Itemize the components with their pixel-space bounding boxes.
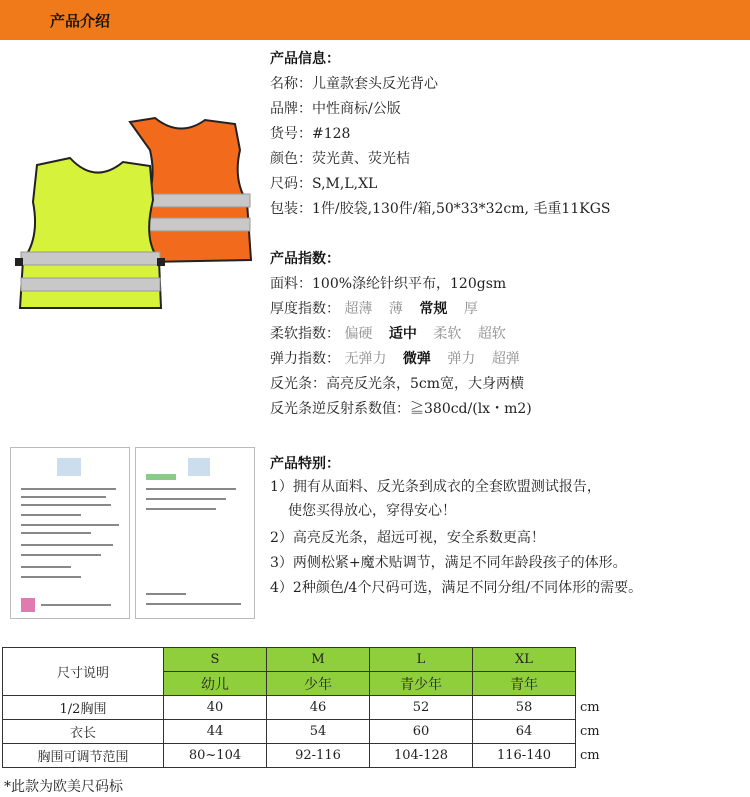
header-bar [0, 0, 750, 40]
index-retro: 反光条逆反射系数值：≧380cd/(lx・m2) [270, 401, 532, 417]
feature-4: 4）2种颜色/4个尺码可选，满足不同分组/不同体形的需要。 [270, 580, 643, 596]
softness-label: 柔软指数： [270, 326, 340, 342]
table-cell: 80~104 [164, 744, 267, 768]
size-l: L [370, 648, 473, 672]
features-title: 产品特别： [270, 456, 340, 472]
index-fabric: 面料：100%涤纶针织平布，120gsm [270, 276, 507, 292]
table-cell: 54 [267, 720, 370, 744]
softness-opt-4: 超软 [477, 326, 506, 342]
size-xl: XL [473, 648, 576, 672]
softness-row [270, 323, 506, 343]
table-cell: 40 [164, 696, 267, 720]
index-title: 产品指数： [270, 251, 340, 267]
elastic-opt-1: 无弹力 [344, 351, 387, 367]
yellow-vest [15, 158, 165, 308]
table-cell: 104-128 [370, 744, 473, 768]
size-table-header-label: 尺寸说明 [3, 648, 164, 696]
size-m: M [267, 648, 370, 672]
info-name: 名称：儿童款套头反光背心 [270, 76, 438, 92]
softness-opt-1: 偏硬 [344, 326, 373, 342]
size-s: S [164, 648, 267, 672]
table-cell: 52 [370, 696, 473, 720]
table-cell: 116-140 [473, 744, 576, 768]
row-label: 胸围可调节范围 [3, 744, 164, 768]
info-title: 产品信息： [270, 51, 340, 67]
info-packing: 包装：1件/胶袋,130件/箱,50*33*32cm, 毛重11KGS [270, 201, 611, 217]
age-m: 少年 [267, 672, 370, 696]
softness-opt-2: 适中 [388, 326, 417, 342]
row-label: 1/2胸围 [3, 696, 164, 720]
softness-opt-3: 柔软 [433, 326, 462, 342]
feature-2: 2）高亮反光条，超远可视，安全系数更高！ [270, 530, 545, 546]
thickness-opt-1: 超薄 [344, 301, 373, 317]
feature-3: 3）两侧松紧+魔术贴调节，满足不同年龄段孩子的体形。 [270, 555, 627, 571]
table-row [3, 696, 611, 720]
footnote: *此款为欧美尺码标 [4, 779, 123, 795]
vest-image [15, 110, 260, 325]
header-title: 产品介绍 [50, 12, 111, 30]
table-cell: 60 [370, 720, 473, 744]
age-s: 幼儿 [164, 672, 267, 696]
unit-label: cm [580, 724, 600, 739]
thickness-row [270, 298, 478, 318]
age-xl: 青年 [473, 672, 576, 696]
info-size: 尺码：S,M,L,XL [270, 176, 378, 192]
feature-1b: 使您买得放心，穿得安心！ [288, 503, 456, 519]
elastic-opt-2: 微弹 [402, 351, 431, 367]
row-label: 衣长 [3, 720, 164, 744]
unit-label: cm [580, 748, 600, 763]
age-l: 青少年 [370, 672, 473, 696]
feature-1: 1）拥有从面料、反光条到成衣的全套欧盟测试报告， [270, 479, 601, 495]
table-row [3, 744, 611, 768]
table-cell: 64 [473, 720, 576, 744]
table-row [3, 720, 611, 744]
certificate-image-2 [135, 447, 255, 619]
table-cell: 58 [473, 696, 576, 720]
thickness-opt-3: 常规 [419, 301, 448, 317]
table-cell: 46 [267, 696, 370, 720]
elastic-row [270, 348, 520, 368]
elastic-opt-4: 超弹 [491, 351, 520, 367]
elastic-opt-3: 弹力 [447, 351, 476, 367]
info-brand: 品牌：中性商标/公版 [270, 101, 401, 117]
thickness-opt-4: 厚 [463, 301, 478, 317]
thickness-label: 厚度指数： [270, 301, 340, 317]
table-cell: 44 [164, 720, 267, 744]
elastic-label: 弹力指数： [270, 351, 340, 367]
index-reflective: 反光条：高亮反光条，5cm宽，大身两横 [270, 376, 525, 392]
info-color: 颜色：荧光黄、荧光桔 [270, 151, 410, 167]
size-table [2, 647, 611, 768]
table-cell: 92-116 [267, 744, 370, 768]
info-sku: 货号：#128 [270, 126, 351, 142]
thickness-opt-2: 薄 [388, 301, 403, 317]
unit-label: cm [580, 700, 600, 715]
certificate-image-1 [10, 447, 130, 619]
